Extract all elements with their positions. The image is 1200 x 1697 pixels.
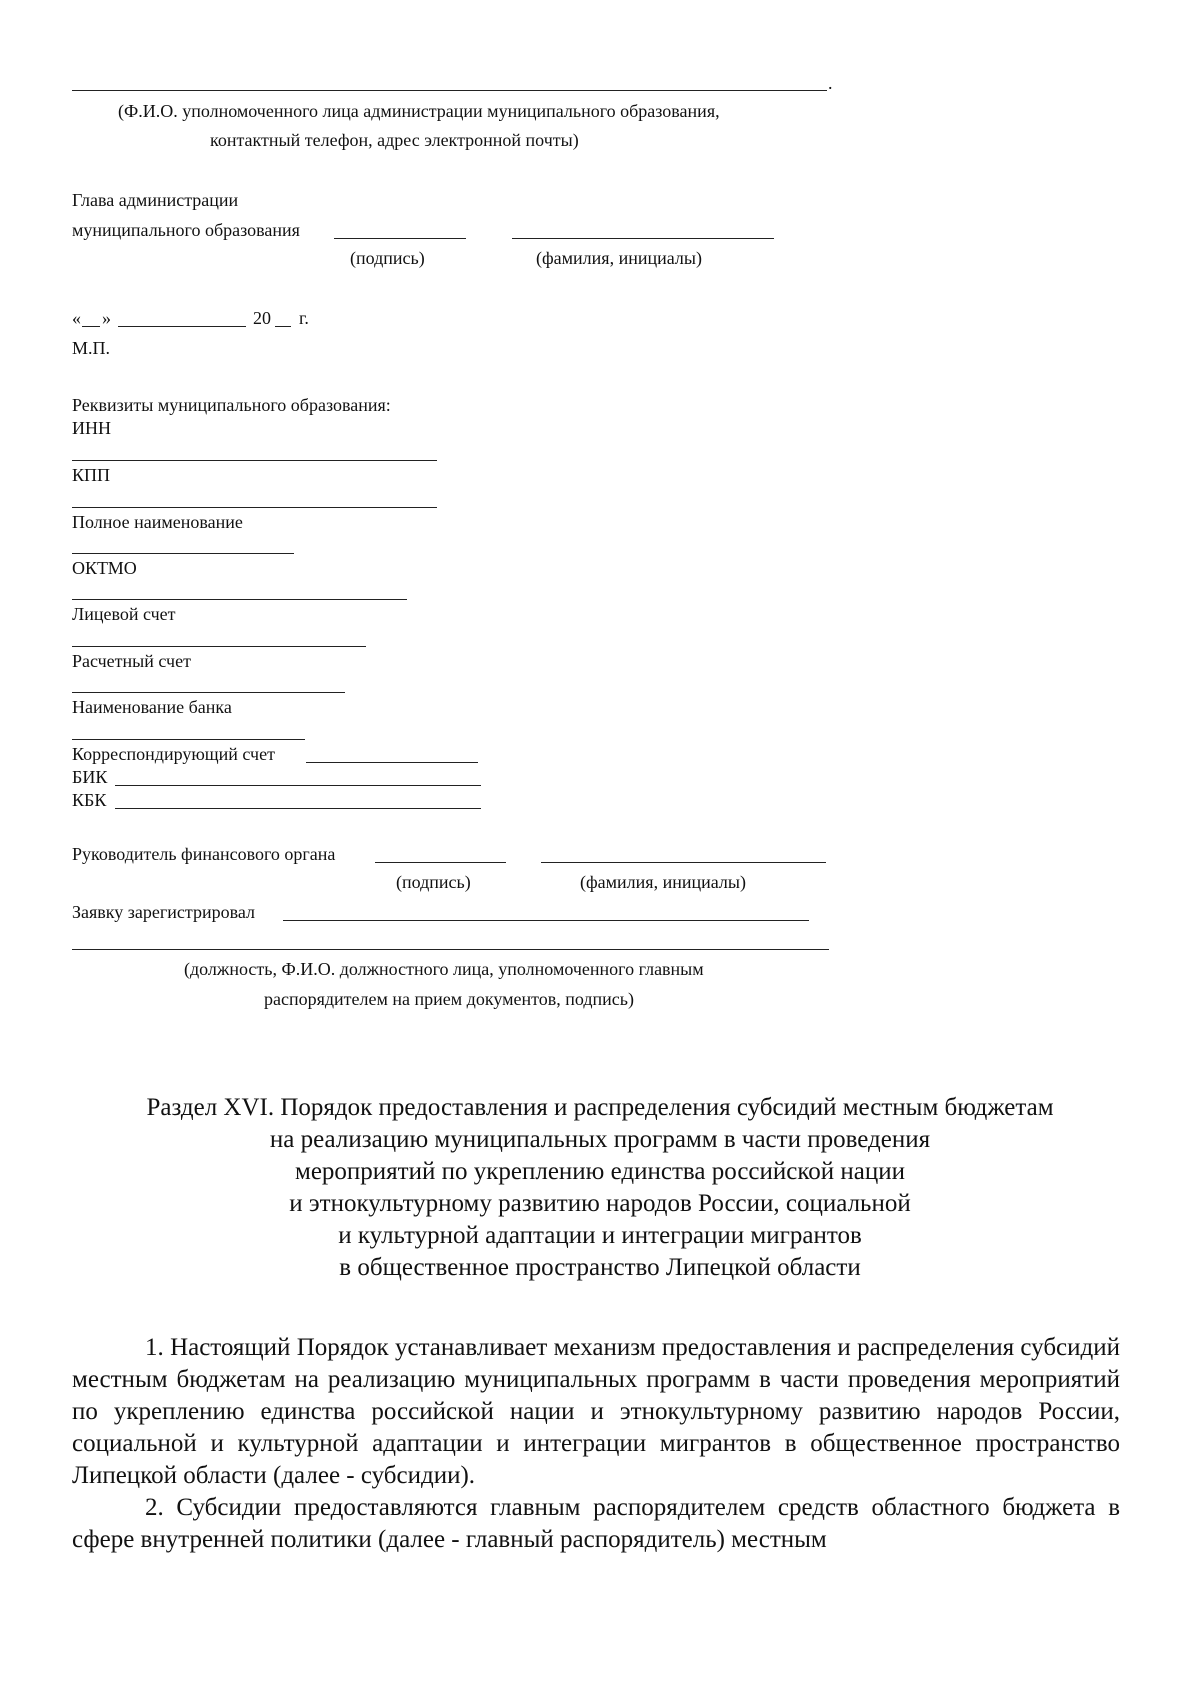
head-title-line2: муниципального образования [72,220,300,240]
requisite-inn-label: ИНН [72,418,111,438]
date-day-line [82,326,100,327]
date-quote-close: » [102,308,111,328]
section-heading-line: в общественное пространство Липецкой области [339,1254,861,1281]
requisite-full-name-label: Полное наименование [72,512,243,532]
line-end-dot: . [828,73,833,93]
requisite-oktmo-line [72,599,407,600]
registration-line [283,920,809,921]
finance-head-title: Руководитель финансового органа [72,844,336,864]
finance-signature-line [375,862,506,863]
requisite-inn-line [72,460,437,461]
requisite-correspondent-account-label: Корреспондирующий счет [72,744,275,764]
registration-label: Заявку зарегистрировал [72,902,255,922]
date-year-prefix: 20 [253,308,271,328]
registration-caption-line1: (должность, Ф.И.О. должностного лица, уполномоченного главным [184,959,704,979]
finance-sign-caption: (подпись) [396,872,471,892]
paragraph-1: 1. Настоящий Порядок устанавливает механизм предоставления и распределения субсидий местным бюджетам на реализацию муниципальных программ в части проведения мероприятий по укреплению единства российской нации и этнокультурному развитию народов России, социальной и культурной адаптации и интеграции мигрантов в общественное пространство Липецкой области (далее - субсидии). [72,1334,1120,1489]
requisite-settlement-account-label: Расчетный счет [72,651,191,671]
requisite-bik-label: БИК [72,767,108,787]
official-name-line [72,90,827,91]
requisite-oktmo-label: ОКТМО [72,558,137,578]
section-heading-line: мероприятий по укреплению единства российской нации [295,1158,905,1185]
requisite-full-name-line [72,553,294,554]
date-month-line [118,326,246,327]
section-heading-line: и культурной адаптации и интеграции мигрантов [338,1222,862,1249]
requisite-bank-name-label: Наименование банка [72,697,232,717]
official-caption-line1: (Ф.И.О. уполномоченного лица администрации муниципального образования, [118,101,720,121]
section-heading-line: Раздел XVI. Порядок предоставления и распределения субсидий местным бюджетам [146,1094,1054,1121]
date-year-suffix: г. [299,308,309,328]
finance-name-line [541,862,826,863]
section-heading-line: и этнокультурному развитию народов России, социальной [289,1190,911,1217]
requisite-bik-line [115,785,481,786]
section-heading-line: на реализацию муниципальных программ в части проведения [269,1126,931,1153]
head-sign-caption: (подпись) [350,248,425,268]
requisite-kpp-label: КПП [72,465,111,485]
head-name-caption: (фамилия, инициалы) [536,248,702,268]
registration-second-line [72,949,829,950]
section-heading [60,1092,1140,1284]
requisite-personal-account-line [72,646,366,647]
requisites-title: Реквизиты муниципального образования: [72,395,391,415]
date-quote-open: « [72,308,81,328]
requisite-settlement-account-line [72,692,345,693]
date-year-line [275,326,291,327]
section-body [72,1332,1120,1556]
requisite-kbk-line [115,808,481,809]
requisite-personal-account-label: Лицевой счет [72,604,176,624]
paragraph-2: 2. Субсидии предоставляются главным распорядителем средств областного бюджета в сфере внутренней политики (далее - главный распорядитель) местным [72,1494,1120,1553]
head-title-line1: Глава администрации [72,190,239,210]
requisite-kpp-line [72,507,437,508]
head-name-line [512,238,774,239]
requisite-kbk-label: КБК [72,790,107,810]
official-caption-line2: контактный телефон, адрес электронной почты) [210,130,579,150]
head-signature-line [334,238,466,239]
finance-name-caption: (фамилия, инициалы) [580,872,746,892]
requisite-bank-name-line [72,739,305,740]
stamp-label: М.П. [72,338,111,358]
registration-caption-line2: распорядителем на прием документов, подпись) [264,989,634,1009]
requisite-correspondent-account-line [306,762,478,763]
